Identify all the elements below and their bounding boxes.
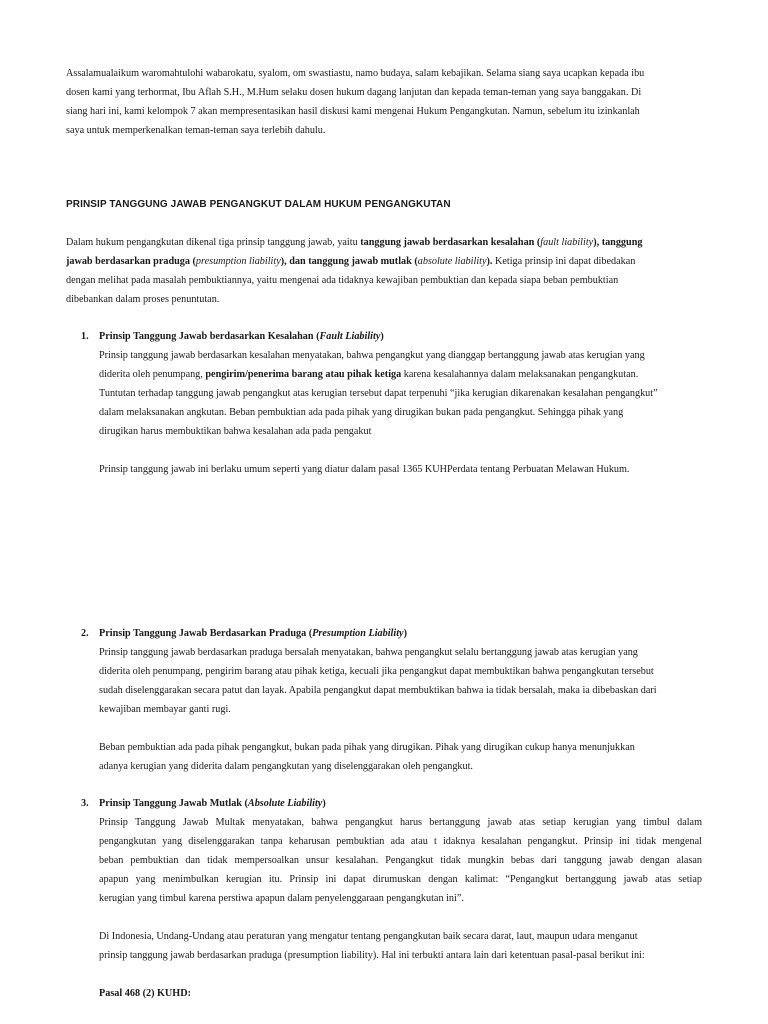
principle-line: Prinsip tanggung jawab berdasarkan praduga bersalah menyatakan, bahwa pengangkut selalu bertanggung jawab atas kerugian yang: [99, 647, 638, 658]
principle-text: karena kesalahannya dalam melaksanakan pengangkutan.: [401, 369, 639, 380]
principle-line: dalam melaksanakan angkutan. Beban pembuktian ada pada pihak yang dirugikan bukan pada pengangkut. Sehingga pihak yang: [99, 407, 624, 418]
intro-line: dosen kami yang terhormat, Ibu Aflah S.H., M.Hum selaku dosen hukum dagang lanjutan dan kepada teman-teman yang saya banggakan. Di: [66, 87, 642, 98]
overview-term-italic: absolute liability: [417, 256, 487, 267]
section-heading: PRINSIP TANGGUNG JAWAB PENGANGKUT DALAM HUKUM PENGANGKUTAN: [66, 199, 451, 210]
principle-line: dirugikan harus membuktikan bahwa kesalahan ada pada pengakut: [99, 426, 372, 437]
principle-line: beban pembuktian dan tidak mempersoalkan unsur kesalahan. Pengangkut tidak mungkin bebas dari tanggung jawab dengan alasan: [99, 855, 702, 866]
overview-term: ), tanggung: [593, 237, 643, 248]
overview-line: dibebankan dalam proses penuntutan.: [66, 294, 220, 305]
principle-line: Di Indonesia, Undang-Undang atau peraturan yang mengatur tentang pengangkutan baik secara darat, laut, maupun udara menganut: [99, 931, 638, 942]
intro-line: Assalamualaikum waromahtulohi wabarokatu, syalom, om swastiastu, namo budaya, salam kebajikan. Selama siang saya ucapkan kepada ibu: [66, 68, 645, 79]
principle-title-text: Prinsip Tanggung Jawab Berdasarkan Praduga (: [99, 628, 313, 639]
principle-title-close: ): [322, 798, 326, 809]
principle-title: [99, 624, 407, 643]
overview-term-italic: presumption liability: [195, 256, 281, 267]
principle-line: Tuntutan terhadap tanggung jawab pengangkut atas kerugian tersebut dapat terpenuhi “jika kerugian dikarenakan kesalahan pengangkut”: [99, 388, 658, 399]
principle-line: apapun yang menimbulkan kerugian itu. Prinsip ini dapat dirumuskan dengan kalimat: “Pengangkut bertanggung jawab atas setiap: [99, 874, 702, 885]
overview-term: jawab berdasarkan praduga (: [66, 256, 196, 267]
list-number: 2.: [81, 628, 89, 639]
principle-line: kewajiban membayar ganti rugi.: [99, 704, 231, 715]
principle-bold-term: pengirim/penerima barang atau pihak ketiga: [205, 369, 402, 380]
principle-line: adanya kerugian yang diderita dalam pengangkutan yang diselenggarakan oleh pengangkut.: [99, 761, 473, 772]
principle-line: Prinsip Tanggung Jawab Multak menyatakan, bahwa pengangkut harus bertanggung jawab atas setiap kerugian yang timbul dalam: [99, 817, 702, 828]
overview-line: [66, 233, 642, 252]
principle-line: Beban pembuktian ada pada pihak pengangkut, bukan pada pihak yang dirugikan. Pihak yang dirugikan cukup hanya menunjukkan: [99, 742, 635, 753]
principle-title: [99, 794, 326, 813]
overview-term-italic: fault liability: [540, 237, 594, 248]
principle-line: pengangkutan yang diselenggarakan tanpa keharusan pembuktian ada atau t idaknya kesalahan pengangkut. Prinsip ini tidak mengenal: [99, 836, 702, 847]
overview-line: [66, 252, 635, 271]
intro-line: siang hari ini, kami kelompok 7 akan mempresentasikan hasil diskusi kami mengenai Hukum Pengangkutan. Namun, sebelum itu izinkanlah: [66, 106, 640, 117]
principle-line: [99, 365, 638, 384]
principle-title-italic: Presumption Liability: [312, 628, 404, 639]
principle-line: Prinsip tanggung jawab berdasarkan kesalahan menyatakan, bahwa pengangkut yang dianggap bertanggung jawab atas kerugian yang: [99, 350, 645, 361]
overview-term: ).: [486, 256, 493, 267]
list-number: 1.: [81, 331, 89, 342]
overview-line: dengan melihat pada masalah pembuktiannya, yaitu mengenai ada tidaknya kewajiban pembuktian dan kepada siapa beban pembuktian: [66, 275, 619, 286]
principle-title-close: ): [403, 628, 407, 639]
principle-title-close: ): [380, 331, 384, 342]
overview-text: Ketiga prinsip ini dapat dibedakan: [492, 256, 636, 267]
principle-line: diderita oleh penumpang, pengirim barang atau pihak ketiga, kecuali jika pengangkut dapat membuktikan bahwa pengangkutan tersebut: [99, 666, 654, 677]
principle-title-text: Prinsip Tanggung Jawab Mutlak (: [99, 798, 248, 809]
overview-term: tanggung jawab berdasarkan kesalahan (: [360, 237, 541, 248]
article-subheading: Pasal 468 (2) KUHD:: [99, 988, 191, 999]
principle-title-italic: Absolute Liability: [247, 798, 323, 809]
overview-term: ), dan tanggung jawab mutlak (: [280, 256, 418, 267]
principle-text: diderita oleh penumpang,: [99, 369, 206, 380]
principle-line: kerugian yang timbul karena perstiwa apapun dalam penyelenggaraan pengangkutan ini”.: [99, 893, 464, 904]
overview-text: Dalam hukum pengangkutan dikenal tiga prinsip tanggung jawab, yaitu: [66, 237, 361, 248]
principle-title-italic: Fault Liability: [319, 331, 381, 342]
principle-line: prinsip tanggung jawab berdasarkan praduga (presumption liability). Hal ini terbukti antara lain dari ketentuan pasal-pasal berikut ini:: [99, 950, 645, 961]
principle-line: Prinsip tanggung jawab ini berlaku umum seperti yang diatur dalam pasal 1365 KUHPerdata tentang Perbuatan Melawan Hukum.: [99, 464, 630, 475]
principle-title: [99, 327, 384, 346]
intro-line: saya untuk memperkenalkan teman-teman saya terlebih dahulu.: [66, 125, 326, 136]
list-number: 3.: [81, 798, 89, 809]
principle-line: sudah diselenggarakan secara patut dan layak. Apabila pengangkut dapat membuktikan bahwa ia tidak bersalah, maka ia dibebaskan dari: [99, 685, 657, 696]
principle-title-text: Prinsip Tanggung Jawab berdasarkan Kesalahan (: [99, 331, 320, 342]
